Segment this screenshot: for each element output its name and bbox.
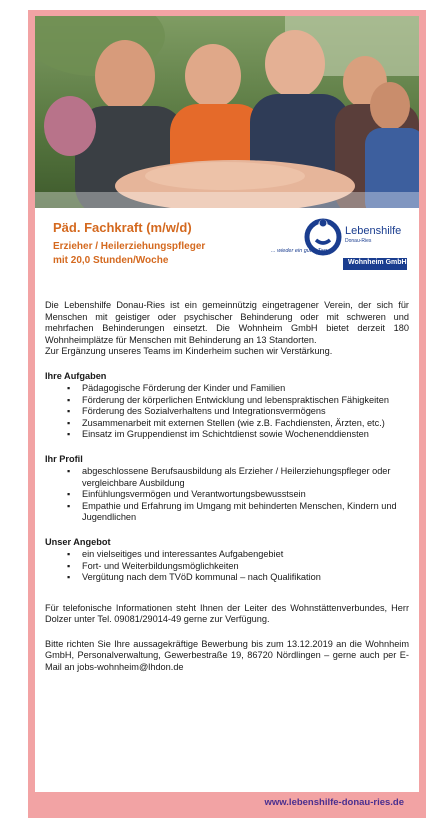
tasks-list: [45, 383, 409, 441]
logo-subsidiary: Wohnheim GmbH: [343, 258, 407, 270]
list-item: ▪ Einsatz im Gruppendienst im Schichtdienst sowie Wochenenddiensten: [67, 429, 409, 441]
tasks-heading: Ihre Aufgaben: [45, 370, 107, 381]
team-photo-illustration: [35, 16, 419, 208]
logo-tagline: ... wieder ein guter Tag: [271, 248, 327, 254]
list-item: ▪ ein vielseitiges und interessantes Aufgabengebiet: [67, 549, 409, 561]
list-item: ▪ Einfühlungsvermögen und Verantwortungsbewusstsein: [67, 489, 409, 501]
list-item: ▪ Pädagogische Förderung der Kinder und Familien: [67, 383, 409, 395]
offer-heading: Unser Angebot: [45, 536, 111, 547]
job-subtitle: [53, 240, 205, 268]
lebenshilfe-logo: [271, 214, 409, 272]
job-title: Päd. Fachkraft (m/w/d): [53, 220, 192, 235]
list-item: ▪ Zusammenarbeit mit externen Stellen (wie z.B. Fachdiensten, Ärzten, etc.): [67, 418, 409, 430]
list-item: ▪ Fort- und Weiterbildungsmöglichkeiten: [67, 561, 409, 573]
profile-heading: Ihr Profil: [45, 453, 83, 464]
profile-list: [45, 466, 409, 524]
website-link[interactable]: www.lebenshilfe-donau-ries.de: [264, 797, 404, 808]
intro-text: Die Lebenshilfe Donau-Ries ist ein gemeinnützig eingetragener Verein, der sich für Menschen mit geistiger oder psychischer Behinderung oder mit schweren und mehrfachen Behinderungen einsetzt. Die Wohnheim GmbH bietet derzeit 180 Wohnheimplätze für Menschen mit Behinderung an 13 Standorten.: [45, 300, 409, 345]
intro-team-text: Zur Ergänzung unseres Teams im Kinderheim suchen wir Verstärkung.: [45, 346, 333, 356]
list-item: ▪ Empathie und Erfahrung im Umgang mit behinderten Menschen, Kindern und Jugendlichen: [67, 501, 409, 524]
application-text: Bitte richten Sie Ihre aussagekräftige Bewerbung bis zum 13.12.2019 an die Wohnheim GmbH, Personalverwaltung, Gewerbestraße 19, 86720 Nördlingen – gerne auch per E-Mail an jobs-wohnheim@lhdon.de: [45, 638, 409, 672]
list-item: ▪ Förderung der körperlichen Entwicklung und lebenspraktischen Fähigkeiten: [67, 395, 409, 407]
title-band: [35, 208, 419, 280]
offer-list: [45, 549, 409, 584]
job-subtitle-line-1: Erzieher / Heilerziehungspfleger: [53, 241, 206, 252]
team-photo: [35, 16, 419, 208]
logo-region: Donau-Ries: [345, 238, 372, 244]
job-subtitle-line-2: mit 20,0 Stunden/Woche: [53, 255, 169, 266]
logo-brand: Lebenshilfe: [345, 225, 402, 237]
ad-content: [35, 280, 419, 792]
list-item: ▪ abgeschlossene Berufsausbildung als Erzieher / Heilerziehungspfleger oder vergleichbare Ausbildung: [67, 466, 409, 489]
contact-text: Für telefonische Informationen steht Ihnen der Leiter des Wohnstättenverbundes, Herr Dolzer unter Tel. 09081/29014-49 gerne zur Verfügung.: [45, 602, 409, 624]
job-ad-frame: [28, 10, 426, 818]
list-item: ▪ Förderung des Sozialverhaltens und Integrationsvermögens: [67, 406, 409, 418]
list-item: ▪ Vergütung nach dem TVöD kommunal – nach Qualifikation: [67, 572, 409, 584]
